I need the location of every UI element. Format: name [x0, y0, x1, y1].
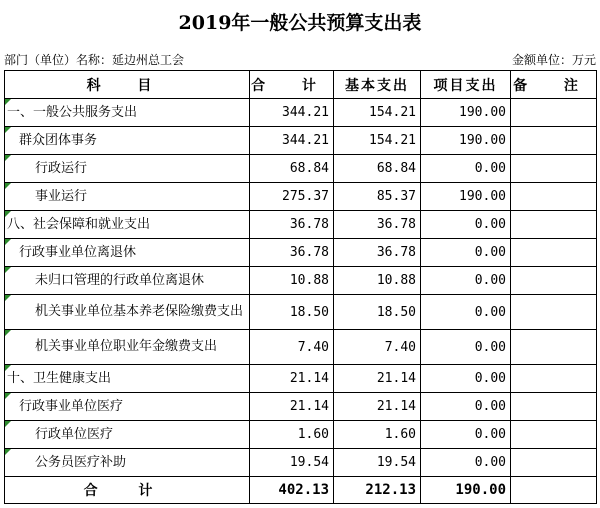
cell-marker-icon — [5, 211, 11, 217]
basic-cell[interactable]: 1.60 — [334, 421, 421, 449]
header-project: 项目支出 — [421, 71, 511, 99]
basic-cell[interactable]: 85.37 — [334, 183, 421, 211]
grand-project-cell[interactable]: 190.00 — [421, 477, 511, 504]
basic-cell[interactable]: 36.78 — [334, 211, 421, 239]
department-label: 部门（单位）名称：延边州总工会 — [4, 53, 185, 67]
cell-marker-icon — [5, 99, 11, 105]
project-cell[interactable]: 190.00 — [421, 127, 511, 155]
project-cell[interactable]: 0.00 — [421, 295, 511, 330]
total-cell[interactable]: 1.60 — [250, 421, 334, 449]
basic-cell[interactable]: 10.88 — [334, 267, 421, 295]
remark-cell[interactable] — [511, 267, 597, 295]
header-remark: 备 注 — [511, 71, 597, 99]
subject-cell[interactable]: 行政事业单位离退休 — [5, 239, 250, 267]
cell-marker-icon — [5, 267, 11, 273]
unit-label: 金额单位：万元 — [511, 53, 596, 67]
basic-cell[interactable]: 21.14 — [334, 393, 421, 421]
total-row — [5, 477, 597, 504]
project-cell[interactable]: 0.00 — [421, 239, 511, 267]
basic-cell[interactable]: 18.50 — [334, 295, 421, 330]
total-cell[interactable]: 344.21 — [250, 99, 334, 127]
table-row — [5, 421, 597, 449]
cell-marker-icon — [5, 449, 11, 455]
basic-cell[interactable]: 154.21 — [334, 127, 421, 155]
subject-cell[interactable]: 行政单位医疗 — [5, 421, 250, 449]
remark-cell[interactable] — [511, 330, 597, 365]
table-row — [5, 239, 597, 267]
total-cell[interactable]: 36.78 — [250, 239, 334, 267]
basic-cell[interactable]: 154.21 — [334, 99, 421, 127]
remark-cell[interactable] — [511, 365, 597, 393]
project-cell[interactable]: 0.00 — [421, 211, 511, 239]
total-cell[interactable]: 344.21 — [250, 127, 334, 155]
budget-table — [4, 70, 597, 504]
total-cell[interactable]: 18.50 — [250, 295, 334, 330]
table-row — [5, 155, 597, 183]
remark-cell[interactable] — [511, 127, 597, 155]
total-label[interactable]: 合 计 — [5, 477, 250, 504]
table-row — [5, 127, 597, 155]
cell-marker-icon — [5, 127, 11, 133]
subject-cell[interactable]: 事业运行 — [5, 183, 250, 211]
total-cell[interactable]: 19.54 — [250, 449, 334, 477]
cell-marker-icon — [5, 421, 11, 427]
page-title: 2019年一般公共预算支出表 — [178, 12, 422, 34]
total-cell[interactable]: 7.40 — [250, 330, 334, 365]
subject-cell[interactable]: 一、一般公共服务支出 — [5, 99, 250, 127]
remark-cell[interactable] — [511, 239, 597, 267]
basic-cell[interactable]: 36.78 — [334, 239, 421, 267]
header-row — [5, 71, 597, 99]
project-cell[interactable]: 0.00 — [421, 155, 511, 183]
total-cell[interactable]: 275.37 — [250, 183, 334, 211]
remark-cell[interactable] — [511, 183, 597, 211]
basic-cell[interactable]: 68.84 — [334, 155, 421, 183]
project-cell[interactable]: 190.00 — [421, 183, 511, 211]
total-cell[interactable]: 68.84 — [250, 155, 334, 183]
remark-cell[interactable] — [511, 211, 597, 239]
remark-cell[interactable] — [511, 449, 597, 477]
remark-cell[interactable] — [511, 155, 597, 183]
project-cell[interactable]: 0.00 — [421, 449, 511, 477]
subject-cell[interactable]: 行政运行 — [5, 155, 250, 183]
cell-marker-icon — [5, 365, 11, 371]
basic-cell[interactable]: 21.14 — [334, 365, 421, 393]
subject-cell[interactable]: 机关事业单位基本养老保险缴费支出 — [5, 295, 250, 330]
cell-marker-icon — [5, 183, 11, 189]
subject-cell[interactable]: 八、社会保障和就业支出 — [5, 211, 250, 239]
subject-cell[interactable]: 机关事业单位职业年金缴费支出 — [5, 330, 250, 365]
table-row — [5, 330, 597, 365]
table-row — [5, 393, 597, 421]
table-row — [5, 365, 597, 393]
table-row — [5, 183, 597, 211]
total-cell[interactable]: 21.14 — [250, 365, 334, 393]
total-cell[interactable]: 21.14 — [250, 393, 334, 421]
total-cell[interactable]: 36.78 — [250, 211, 334, 239]
project-cell[interactable]: 190.00 — [421, 99, 511, 127]
basic-cell[interactable]: 19.54 — [334, 449, 421, 477]
remark-cell[interactable] — [511, 99, 597, 127]
subject-cell[interactable]: 公务员医疗补助 — [5, 449, 250, 477]
grand-basic-cell[interactable]: 212.13 — [334, 477, 421, 504]
grand-total-cell[interactable]: 402.13 — [250, 477, 334, 504]
header-total: 合 计 — [250, 71, 334, 99]
grand-remark-cell[interactable] — [511, 477, 597, 504]
cell-marker-icon — [5, 295, 11, 301]
table-row — [5, 267, 597, 295]
cell-marker-icon — [5, 330, 11, 336]
subject-cell[interactable]: 未归口管理的行政单位离退休 — [5, 267, 250, 295]
cell-marker-icon — [5, 239, 11, 245]
project-cell[interactable]: 0.00 — [421, 365, 511, 393]
subject-cell[interactable]: 行政事业单位医疗 — [5, 393, 250, 421]
header-basic: 基本支出 — [334, 71, 421, 99]
table-row — [5, 99, 597, 127]
table-row — [5, 295, 597, 330]
remark-cell[interactable] — [511, 421, 597, 449]
remark-cell[interactable] — [511, 295, 597, 330]
subject-cell[interactable]: 十、卫生健康支出 — [5, 365, 250, 393]
project-cell[interactable]: 0.00 — [421, 393, 511, 421]
remark-cell[interactable] — [511, 393, 597, 421]
total-cell[interactable]: 10.88 — [250, 267, 334, 295]
table-row — [5, 449, 597, 477]
subject-cell[interactable]: 群众团体事务 — [5, 127, 250, 155]
table-row — [5, 211, 597, 239]
project-cell[interactable]: 0.00 — [421, 421, 511, 449]
cell-marker-icon — [5, 155, 11, 161]
project-cell[interactable]: 0.00 — [421, 330, 511, 365]
header-subject: 科 目 — [5, 71, 250, 99]
basic-cell[interactable]: 7.40 — [334, 330, 421, 365]
project-cell[interactable]: 0.00 — [421, 267, 511, 295]
cell-marker-icon — [5, 393, 11, 399]
